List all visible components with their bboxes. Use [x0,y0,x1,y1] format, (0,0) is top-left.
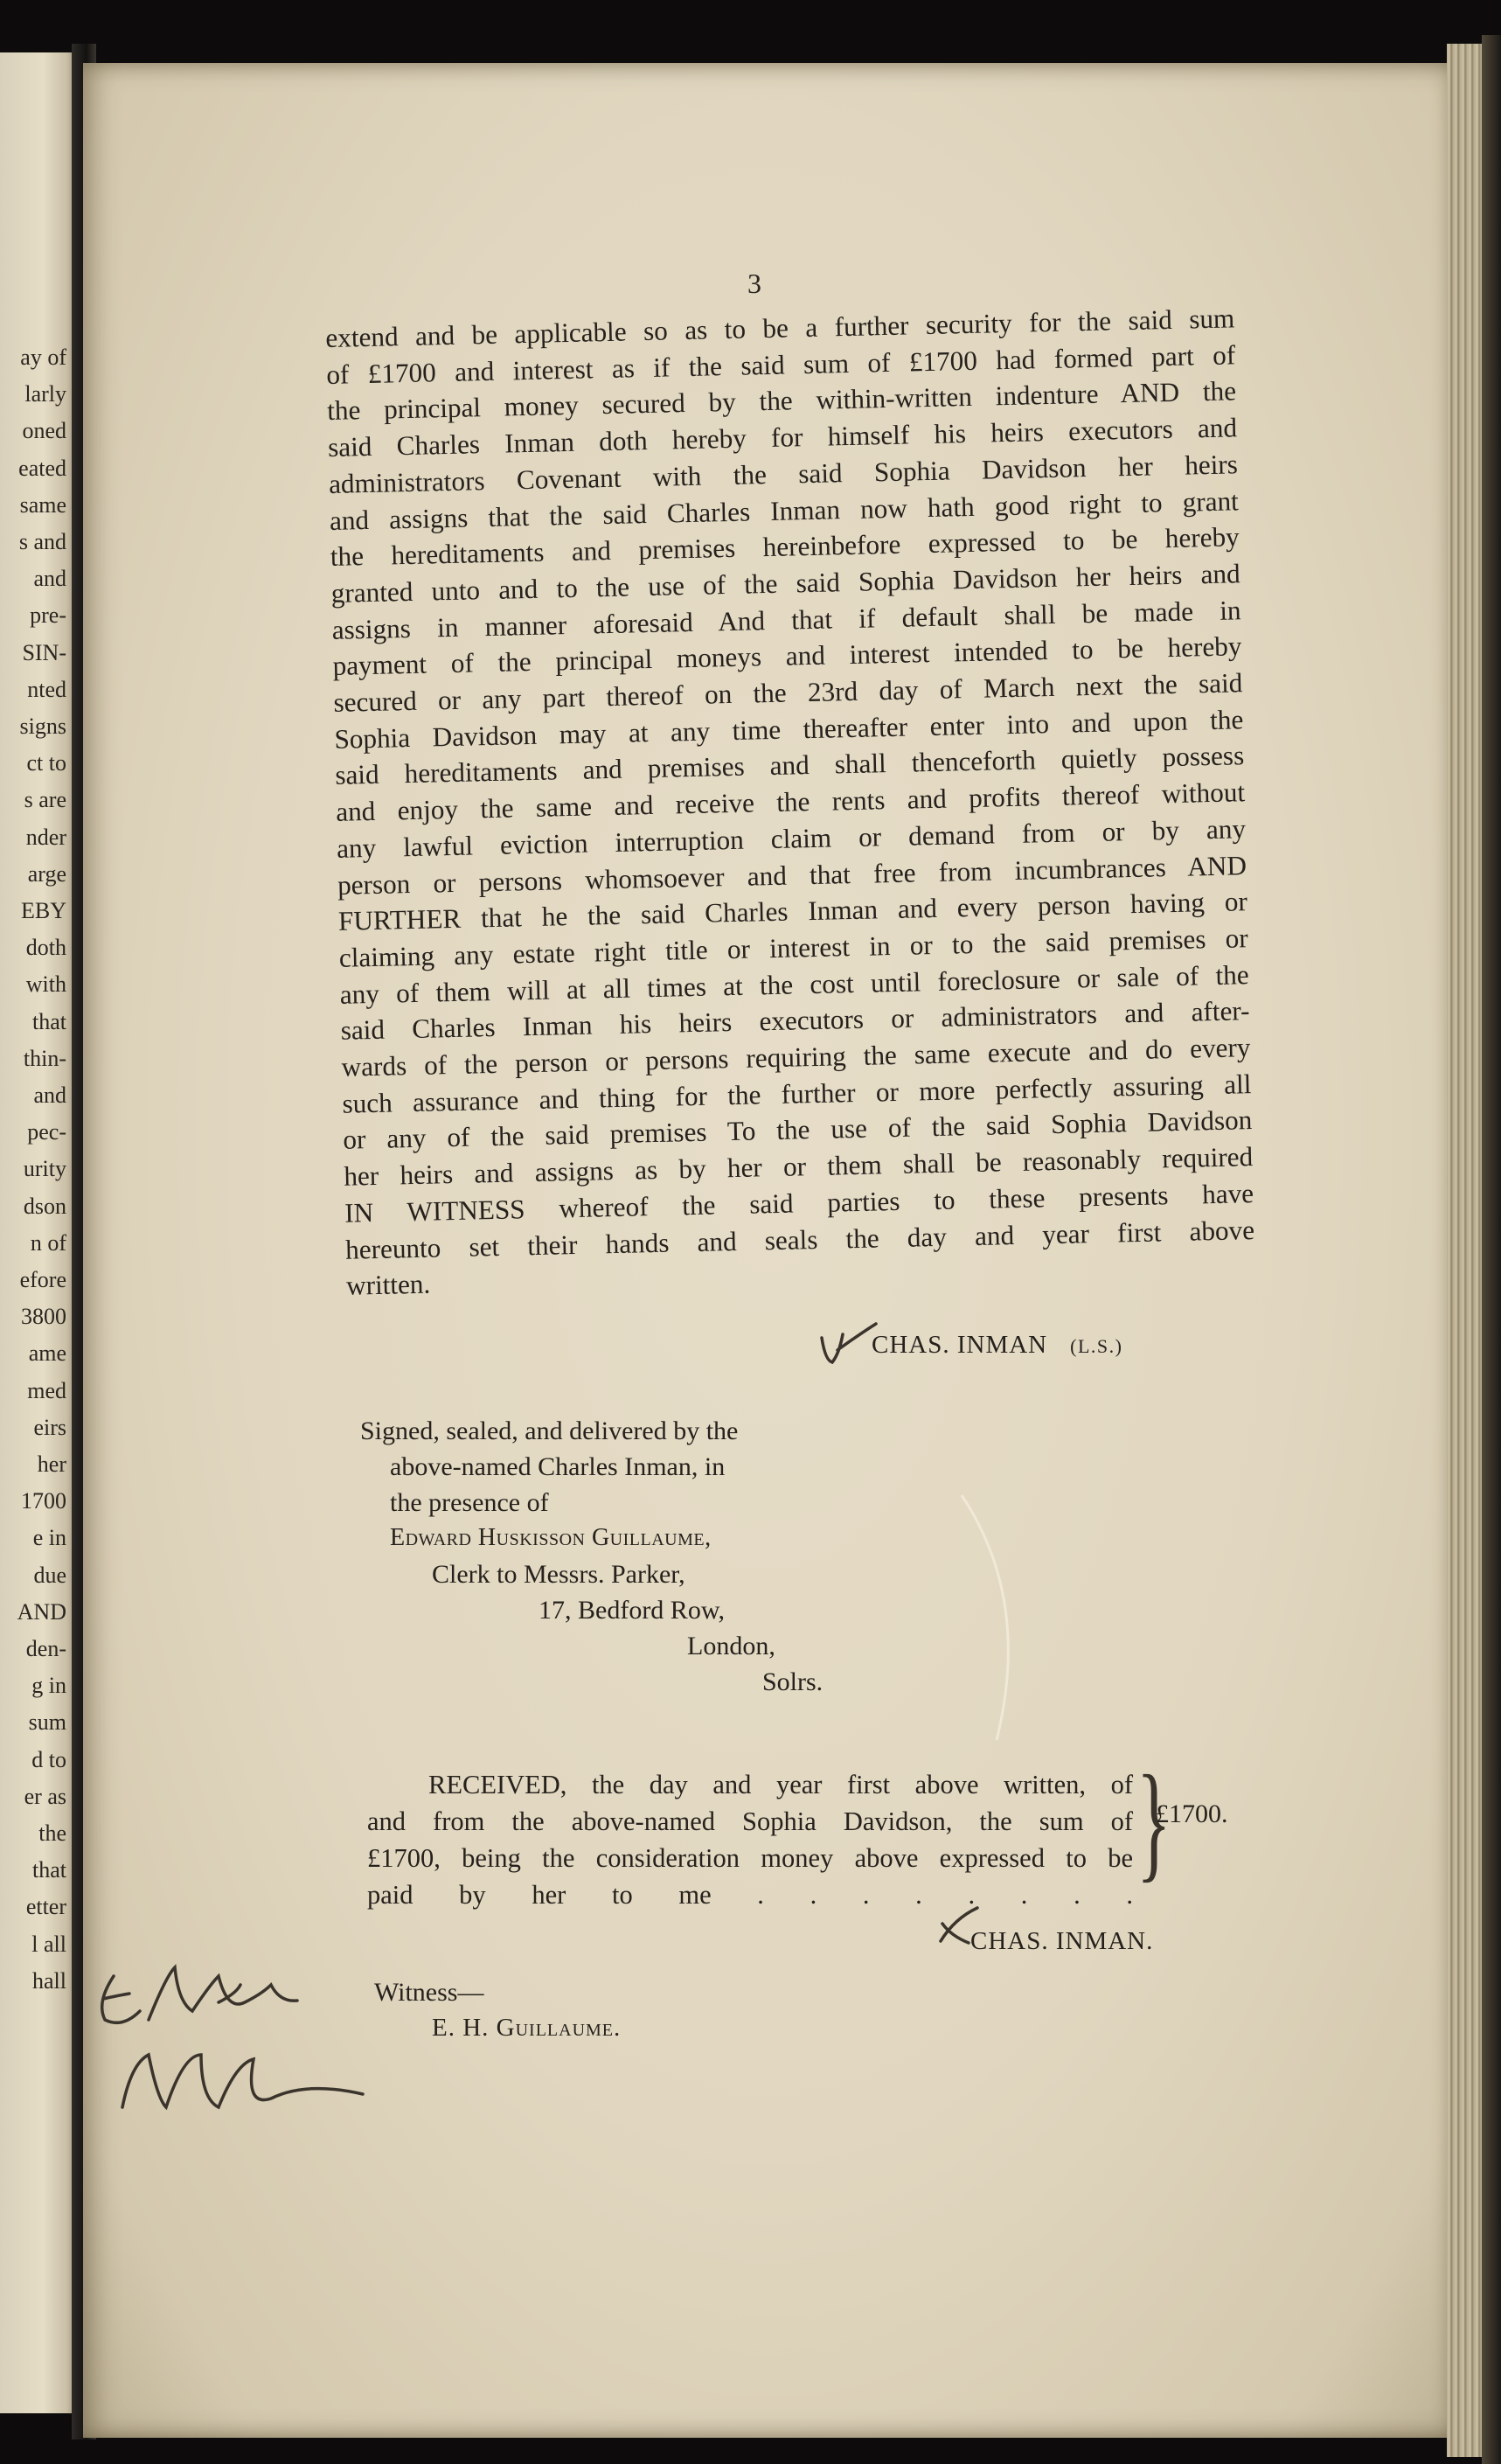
left-page-fragment: arge [27,860,66,887]
left-page-fragment: signs [19,713,66,739]
cover-edge [1482,35,1501,2464]
left-page-fragment: doth [25,935,66,961]
left-page-fragment: EBY [21,898,66,923]
attestation-line-8: Solrs. [762,1667,823,1696]
body-line: said Charles Inman doth hereby for himself his heirs executors and [327,412,1238,463]
body-line: of £1700 and interest as if the said sum of £1700 had formed part of [325,339,1236,390]
left-page-fragment: den- [25,1636,66,1661]
body-line: claiming any estate right title or interest in or to the said premises or [338,922,1249,973]
attestation-line-2: above-named Charles Inman, in [390,1452,726,1481]
left-page-fragment: oned [22,418,66,444]
left-page-fragment: that [32,1008,66,1034]
body-line: and assigns that the said Charles Inman now hath good right to grant [329,484,1240,536]
left-page-fragment: e in [32,1525,66,1551]
left-page-fragment: eirs [33,1414,66,1440]
attestation-line-6: 17, Bedford Row, [539,1596,726,1625]
body-line: Sophia Davidson may at any time thereafter enter into and upon the [334,703,1244,755]
left-page-fragment: that [32,1857,66,1883]
left-page-fragment: larly [24,381,66,407]
left-page-fragment: pec- [27,1119,66,1145]
body-line: and enjoy the same and receive the rents and profits thereof without [335,776,1246,828]
left-page-fragment: med [27,1377,66,1403]
attestation-line-3: the presence of [390,1488,549,1517]
witness-name: E. H. Guillaume. [432,2014,622,2042]
left-page-fragment: l all [31,1931,66,1957]
left-page-fragment: s are [24,787,66,813]
receipt-line: paid by her to me . . . . . . . . [367,1880,1133,1910]
body-line: hereunto set their hands and seals the day and year first above [344,1214,1255,1265]
left-page-fragment: eated [18,455,66,481]
left-page-fragment: with [25,971,66,998]
left-facing-page [0,52,79,2413]
left-page-fragment: ame [28,1340,66,1367]
receipt-clause [367,1766,1133,1913]
left-page-fragment: s and [18,529,66,554]
left-page-fragment: ay of [20,345,66,370]
body-line: such assurance and thing for the further or more perfectly assuring all [342,1068,1252,1119]
body-line: or any of the said premises To the use of the said Sophia Davidson [343,1104,1253,1156]
left-page-fragment: efore [19,1267,66,1292]
left-page-fragment: er as [24,1783,66,1809]
body-line: extend and be applicable so as to be a further security for the said sum [325,303,1235,353]
attestation-line-1: Signed, sealed, and delivered by the [360,1416,739,1445]
left-page-fragment: the [38,1820,66,1846]
attesting-witness-name: Edward Huskisson Guillaume, [390,1524,712,1551]
body-line: administrators Covenant with the said Sophia Davidson her heirs [328,449,1239,499]
body-line: said hereditaments and premises and shall thenceforth quietly possess [334,740,1245,791]
left-page-fragment: dson [23,1193,66,1219]
body-line: written. [345,1268,431,1302]
body-line: the principal money secured by the within-written indenture AND the [326,375,1237,427]
deed-body-text [325,300,1255,1304]
receipt-brace: } [1136,1749,1171,1894]
receipt-signature: CHAS. INMAN. [970,1927,1154,1955]
body-line: payment of the principal moneys and interest intended to be hereby [332,630,1242,682]
body-line: any lawful eviction interruption claim or demand from or by any [336,813,1247,864]
body-line: FURTHER that he the said Charles Inman and every person having or [337,886,1248,937]
left-page-fragment: n of [30,1229,66,1256]
left-page-fragment: same [19,491,66,518]
witness-label: Witness— [374,1978,484,2007]
body-line: granted unto and to the use of the said Sophia Davidson her heirs and [330,558,1240,609]
left-page-fragment: etter [25,1894,66,1920]
body-line: secured or any part thereof on the 23rd day of March next the said [333,667,1243,718]
left-page-fragment: thin- [23,1045,66,1071]
signature-main [872,1331,1122,1360]
left-page-fragment: nder [25,824,66,850]
left-page-fragment: sum [28,1709,66,1736]
receipt-line: RECEIVED, the day and year first above written, of [428,1770,1133,1799]
left-page-fragment: d to [31,1746,66,1772]
body-line: person or persons whomsoever and that free from incumbrances AND [337,849,1247,901]
receipt-line: £1700, being the consideration money above expressed to be [367,1843,1133,1873]
left-page-fragment: urity [23,1156,66,1182]
left-page-fragment: 3800 [21,1304,66,1330]
page-number: 3 [747,268,761,299]
attestation-line-7: London, [687,1632,775,1660]
left-page-fragment: g in [31,1673,66,1699]
left-page-fragment: hall [32,1967,66,1994]
left-page-fragment: and [33,566,66,592]
left-page-fragment: pre- [30,602,66,629]
left-page-fragment: her [37,1451,66,1477]
body-line: said Charles Inman his heirs executors or administrators and after- [340,995,1250,1047]
left-page-fragment: due [33,1562,66,1588]
body-line: IN WITNESS whereof the said parties to these presents have [344,1177,1254,1229]
body-line: wards of the person or persons requiring the same execute and do every [341,1032,1251,1082]
left-page-fragment: 1700 [21,1488,66,1514]
receipt-amount: £1700. [1156,1799,1228,1828]
body-line: her heirs and assigns as by her or them shall be reasonably required [343,1141,1254,1192]
body-line: any of them will at all times at the cost until foreclosure or sale of the [339,958,1249,1010]
signatory-name: CHAS. INMAN [872,1331,1048,1359]
seal-mark: (L.S.) [1070,1335,1123,1357]
body-line: the hereditaments and premises hereinbefore expressed to be hereby [330,521,1240,573]
receipt-line: and from the above-named Sophia Davidson, the sum of [367,1806,1133,1836]
left-page-fragment: ct to [26,750,66,776]
attestation-line-5: Clerk to Messrs. Parker, [432,1560,685,1589]
left-page-fragment: nted [27,676,66,702]
left-page-fragment: SIN- [22,639,66,665]
body-line: assigns in manner aforesaid And that if default shall be made in [331,594,1241,645]
left-page-fragment: and [33,1082,66,1108]
left-page-fragment: AND [17,1598,66,1625]
